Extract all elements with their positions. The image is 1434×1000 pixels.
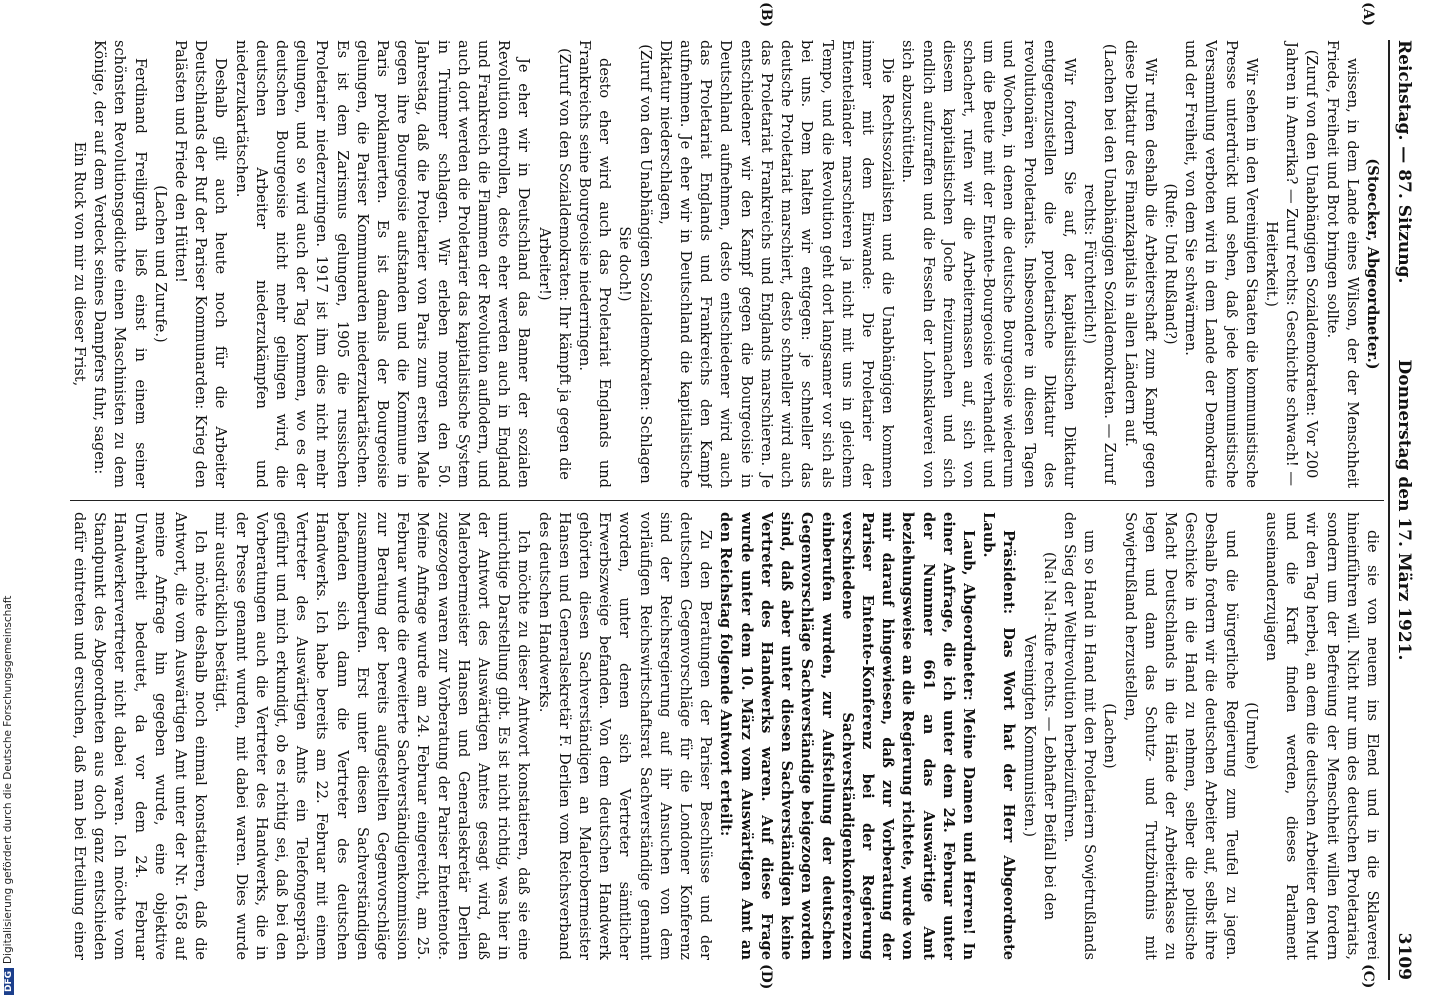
paragraph: Deshalb gilt auch heute noch für die Arbeiter Deutschlands der Ruf der Pariser Kommunarden: Krieg den Palästen und Friede den Hütten! bbox=[172, 40, 230, 488]
paragraph: die sie von neuem ins Elend und in die Sklaverei hineinführen will. Nicht nur um des deutschen Proletariats, sondern um der Befreiung der Menschheit willen fordern wir den Tag herbei, an dem die deutschen Arbeiter den Mut und die Kraft finden werden, dieses Parlament auseinanderzujagen bbox=[1262, 512, 1381, 960]
paragraph: um so Hand in Hand mit den Proletariern Sowjetrußlands den Sieg der Weltrevolution herbeizuführen. bbox=[1060, 512, 1099, 960]
margin-marker-c: (C) bbox=[1360, 964, 1376, 989]
paragraph: (Zuruf von den Unabhängigen Sozialdemokraten: Vor 200 Jahren in Amerika? — Zuruf rechts: Geschichte schwach! — Heiterkeit.) bbox=[1262, 42, 1321, 486]
paragraph: Wir sehen in den Vereinigten Staaten die kommunistische Presse unterdrückt und sehen, daß jede kommunistische Versammlung verboten wird in dem Lande der Demokratie und der Freiheit, von dem Sie schwärmen. bbox=[1182, 40, 1260, 488]
margin-marker-a: (A) bbox=[1360, 2, 1376, 27]
paragraph: (Rufe: Und Rußland?) bbox=[1161, 183, 1179, 345]
page-header bbox=[1388, 40, 1416, 980]
paragraph: Ich möchte zu dieser Antwort konstatieren, daß sie eine unrichtige Darstellung gibt. Es ist nicht richtig, was hier in der Antwort des Auswärtigen Amtes gesagt wird, daß Malerobermeister Hansen und Generalsekretär Derlien zugezogen waren zur Vorberatung der Pariser Ententenote. Meine Anfrage wurde am 24. Februar eingereicht, am 25. Februar wurde die erweiterte Sachverständigenkommission zur Beratung der bereits aufgestellten Gegenvorschläge zusammenberufen. Erst unter diesen Sachverständigen befanden sich dann die Vertreter des deutschen Handwerks. Ich habe bereits am 22. Februar mit einem Vertreter des Auswärtigen Amts ein Telefongespräch geführt und mich erkundigt, ob es richtig sei, daß bei den Vorberatungen auch die Vertreter des Handwerks, die in der Presse genannt wurden, mit dabei waren. Dies wurde mir ausdrücklich bestätigt. bbox=[212, 512, 533, 960]
paragraph: (Zuruf von den Unabhängigen Sozialdemokraten: Schlagen Sie doch!) bbox=[616, 44, 654, 484]
paragraph: Laub, Abgeordneter: Meine Damen und Herren! In einer Anfrage, die ich unter dem 24. Februar unter der Nummer 661 an das Auswärtige Amt beziehungsweise an die Regierung richtete, wurde von mir darauf hingewiesen, daß zur Vorberatung der Pariser Entente-Konferenz bei der Regierung verschiedene Sachverständigenkonferenzen einberufen wurden, zur Aufstellung der deutschen Gegenvorschläge Sachverständige beigezogen worden sind, daß aber unter diesen Sachverständigen keine Vertreter des Handwerks waren. Auf diese Frage wurde unter dem 10. März vom Auswärtigen Amt an den Reichstag folgende Antwort erteilt: bbox=[717, 512, 977, 960]
paragraph: Wir rufen deshalb die Arbeiterschaft zum Kampf gegen diese Diktatur des Finanzkapitals in allen Ländern auf. bbox=[1121, 40, 1159, 488]
paragraph: (Lachen) bbox=[1101, 703, 1119, 769]
paragraph: (Lachen und Zurufe.) bbox=[151, 185, 169, 343]
paragraph: Präsident: Das Wort hat der Herr Abgeordnete Laub. bbox=[980, 512, 1018, 960]
paragraph: (Unruhe) bbox=[1242, 702, 1260, 770]
paragraph: Die Rechtssozialisten und die Unabhängigen kommen immer mit dem Einwande: Die Proletarier der Ententeländer marschieren ja nicht mit uns in gleichem Tempo, und die Revolution geht dort langsamer vor sich als bei uns. Dem halten wir entgegen: je schneller das deutsche Proletariat marschiert, desto schneller wird auch das Proletariat Frankreichs und Englands marschieren. Je entschiedener wir den Kampf gegen die Bourgeoisie in Deutschland aufnehmen, desto entschiedener wird auch das Proletariat Englands und Frankreichs den Kampf aufnehmen. Je eher wir in Deutschland die kapitalistische Diktatur niederschlagen, bbox=[656, 40, 897, 488]
paragraph: und die bürgerliche Regierung zum Teufel zu jagen. Deshalb fordern wir die deutschen Arbeiter auf, selbst ihre Geschicke in die Hand zu nehmen, selber die politische Macht Deutschlands in die Hände der Arbeiterklasse zu legen und dann das Schutz- und Trutzbündnis mit Sowjetrußland herzustellen, bbox=[1121, 512, 1240, 960]
page-number: 3109 bbox=[1394, 932, 1414, 980]
paragraph: Je eher wir in Deutschland das Banner der sozialen Revolution entrollen, desto eher werden auch in England und Frankreich die Flammen der Revolution auflodern, und auch dort werden die Proletarier das kapitalistische System in Trümmer schlagen. Wir erleben morgen den 50. Jahrestag, daß die Proletarier von Paris zum ersten Male gegen ihre Bourgeoisie aufstanden und die Kommune in Paris proklamierten. Es ist damals der Bourgeoisie gelungen, die Pariser Kommunarden niederzukartätschen. Es ist dem Zarismus gelungen, 1905 die russischen Proletarier niederzuringen. 1917 ist ihm dies nicht mehr gelungen, und so wird auch der Tag kommen, wo es der deutschen Bourgeoisie nicht mehr gelingen wird, die deutschen Arbeiter niederzukämpfen und niederzukartätschen. bbox=[232, 40, 533, 488]
digitization-credit bbox=[2, 596, 14, 995]
column-divider bbox=[70, 500, 1384, 501]
paragraph: (Lachen bei den Unabhängigen Sozialdemokraten. — Zuruf rechts: Fürchterlich!) bbox=[1081, 43, 1119, 485]
paragraph: (Na! Na!-Rufe rechts. — Lebhafter Beifall bei den Vereinigten Kommunisten.) bbox=[1020, 551, 1058, 921]
margin-marker-d: (D) bbox=[758, 964, 774, 990]
header-left-title: Reichstag. — 87. Sitzung. bbox=[1394, 40, 1414, 284]
margin-marker-b: (B) bbox=[758, 2, 774, 28]
dfg-logo: DFG bbox=[4, 968, 14, 995]
credit-text: Digitalisierung gefördert durch die Deutsche Forschungsgemeinschaft bbox=[2, 595, 14, 964]
paragraph: desto eher wird auch das Proletariat Englands und Frankreichs seine Bourgeoisie niederringen. bbox=[576, 40, 614, 488]
header-date: Donnerstag den 17. März 1921. bbox=[1394, 359, 1414, 661]
right-text-column bbox=[70, 512, 1382, 960]
paragraph: Ein Ruck von mir zu dieser Frist, bbox=[71, 141, 88, 387]
paragraph: wissen, in dem Lande eines Wilson, der der Menschheit Friede, Freiheit und Brot bringen sollte. bbox=[1323, 40, 1361, 488]
paragraph: Ich möchte deshalb noch einmal konstatieren, daß die Antwort, die vom Auswärtigen Amt unter der Nr. 1658 auf meine Anfrage hin gegeben wurde, eine objektive Unwahrheit bedeutet, da vor dem 24. Februar Handwerkervertreter nicht dabei waren. Ich möchte vom Standpunkt des Abgeordneten aus doch ganz entschieden dafür eintreten und ersuchen, daß man bei Erteilung einer bbox=[71, 512, 210, 960]
paragraph: Ferdinand Freiligrath ließ einst in einem seiner schönsten Revolutionsgedichte einen Maschinisten zu dem Könige, der auf dem Verdeck seines Dampfers fuhr, sagen: bbox=[91, 40, 149, 488]
paragraph: (Stoecker, Abgeordneter.) bbox=[1364, 158, 1381, 370]
paragraph: (Zuruf von den Sozialdemokraten: Ihr kämpft ja gegen die Arbeiter!) bbox=[535, 48, 573, 480]
paragraph: Wir fordern Sie auf, der kapitalistischen Diktatur entgegenzustellen die proletarische Diktatur des revolutionären Proletariats. Insbesondere in diesen Tagen und Wochen, in denen die deutsche Bourgeoisie wiederum um die Beute mit der Entente-Bourgeoisie verhandelt und schachert, rufen wir die Arbeitermassen auf, sich von diesem kapitalistischen Joche freizumachen und sich endlich aufzuraffen und die Fesseln der Lohnsklaverei von sich abzuschütteln. bbox=[899, 40, 1078, 488]
left-text-column bbox=[70, 40, 1382, 488]
paragraph: Zu den Beratungen der Pariser Beschlüsse und der deutschen Gegenvorschläge für die Londoner Konferenz sind der Reichsregierung auf ihr Ansuchen von dem vorläufigen Reichswirtschaftsrat Sachverständige genannt worden, unter denen sich Vertreter sämtlicher Erwerbszweige befanden. Von dem deutschen Handwerk gehörten diesen Sachverständigen an Malerobermeister Hansen und Generalsekretär F. Derlien vom Reichsverband des deutschen Handwerks. bbox=[535, 512, 715, 960]
